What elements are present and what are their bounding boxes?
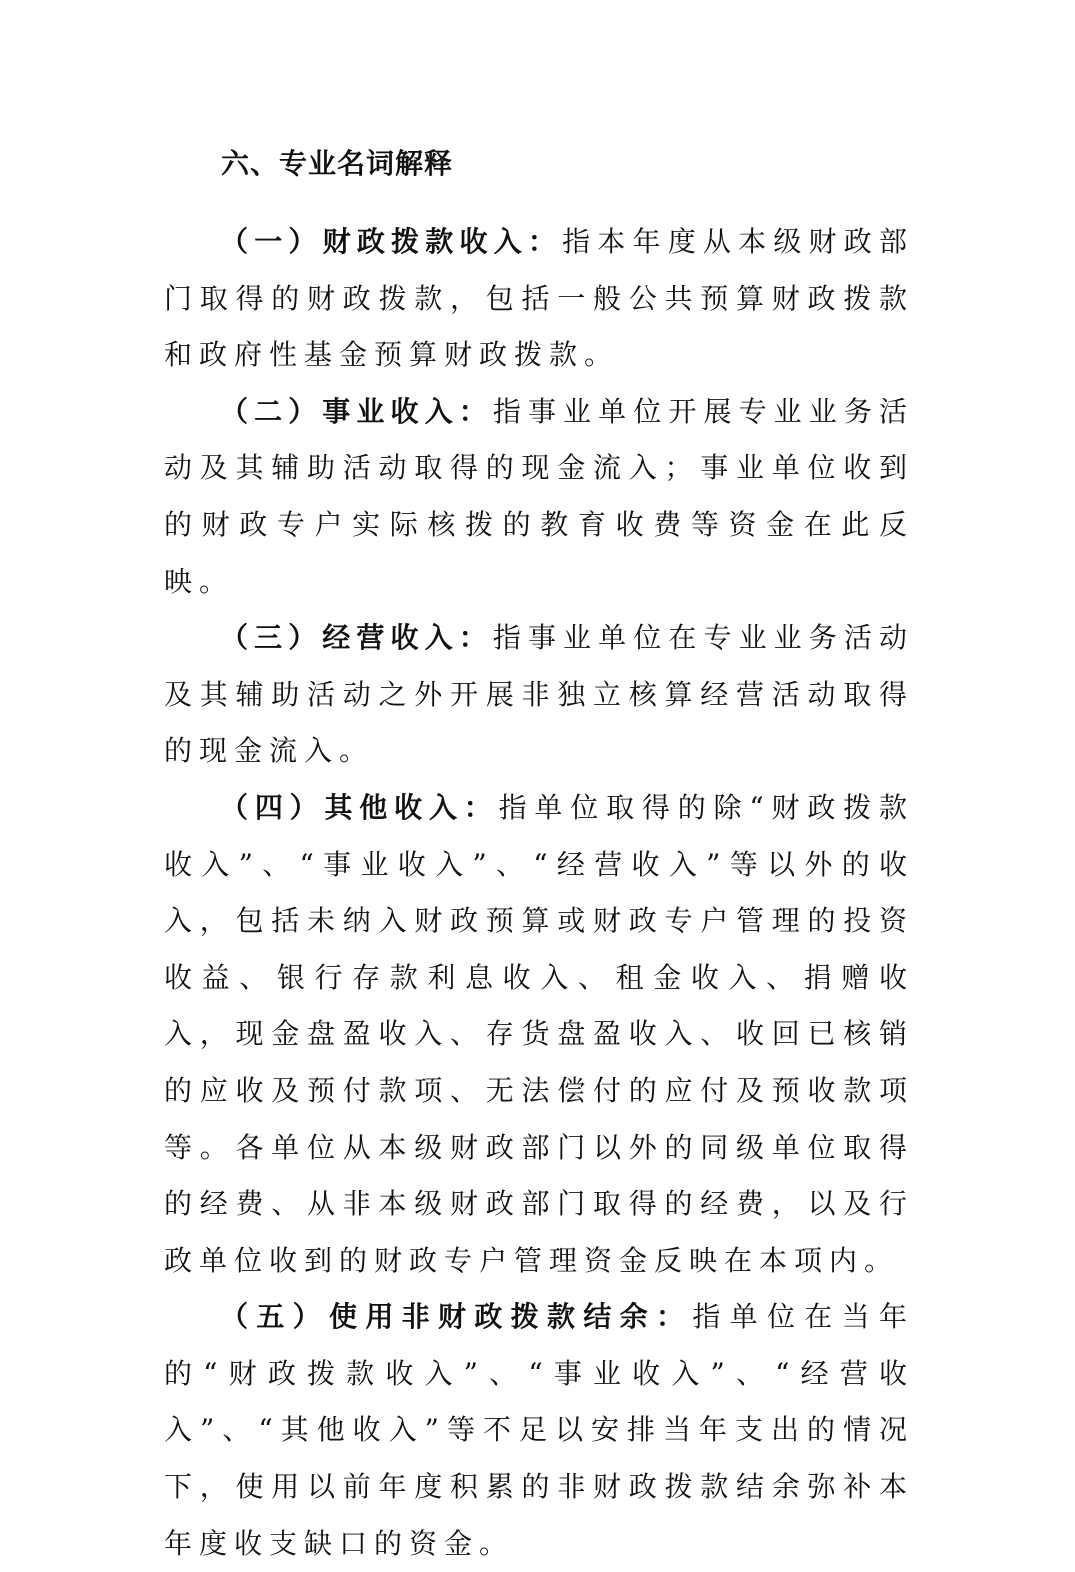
definition-paragraph-other-income: [164, 780, 914, 1289]
definition-paragraph-operating-income: [164, 610, 914, 780]
definition-paragraph-non-fiscal-surplus: [164, 1289, 914, 1572]
definition-term: （三）经营收入：: [220, 621, 493, 655]
definitions-body: [164, 214, 914, 1572]
definition-text: 指事业单位开展专业业务活动及其辅助活动取得的现金流入；事业单位收到的财政专户实际核拨的教育收费等资金在此反映。: [164, 394, 914, 598]
definition-term: （一）财政拨款收入：: [220, 225, 563, 258]
definition-term: （五）使用非财政拨款结余：: [220, 1300, 693, 1334]
definition-paragraph-fiscal-appropriation: [164, 214, 914, 384]
definition-text: 指事业单位在专业业务活动及其辅助活动之外开展非独立核算经营活动取得的现金流入。: [164, 621, 914, 768]
section-heading: 六、专业名词解释: [221, 147, 454, 180]
definition-term: （四）其他收入：: [220, 790, 499, 824]
definition-text: 指本年度从本级财政部门取得的财政拨款，包括一般公共预算财政拨款和政府性基金预算财政拨款。: [164, 225, 914, 372]
definition-text: 指单位在当年的“财政拨款收入”、“事业收入”、“经营收入”、“其他收入”等不足以安排当年支出的情况下，使用以前年度积累的非财政拨款结余弥补本年度收支缺口的资金。: [164, 1300, 914, 1560]
definition-term: （二）事业收入：: [220, 394, 493, 428]
definition-paragraph-business-income: [164, 384, 914, 610]
definition-text: 指单位取得的除“财政拨款收入”、“事业收入”、“经营收入”等以外的收入，包括未纳入财政预算或财政专户管理的投资收益、银行存款利息收入、租金收入、捐赠收入，现金盘盈收入、存货盘盈收入、收回已核销的应收及预付款项、无法偿付的应付及预收款项等。各单位从本级财政部门以外的同级单位取得的经费、从非本级财政部门取得的经费，以及行政单位收到的财政专户管理资金反映在本项内。: [164, 790, 914, 1277]
